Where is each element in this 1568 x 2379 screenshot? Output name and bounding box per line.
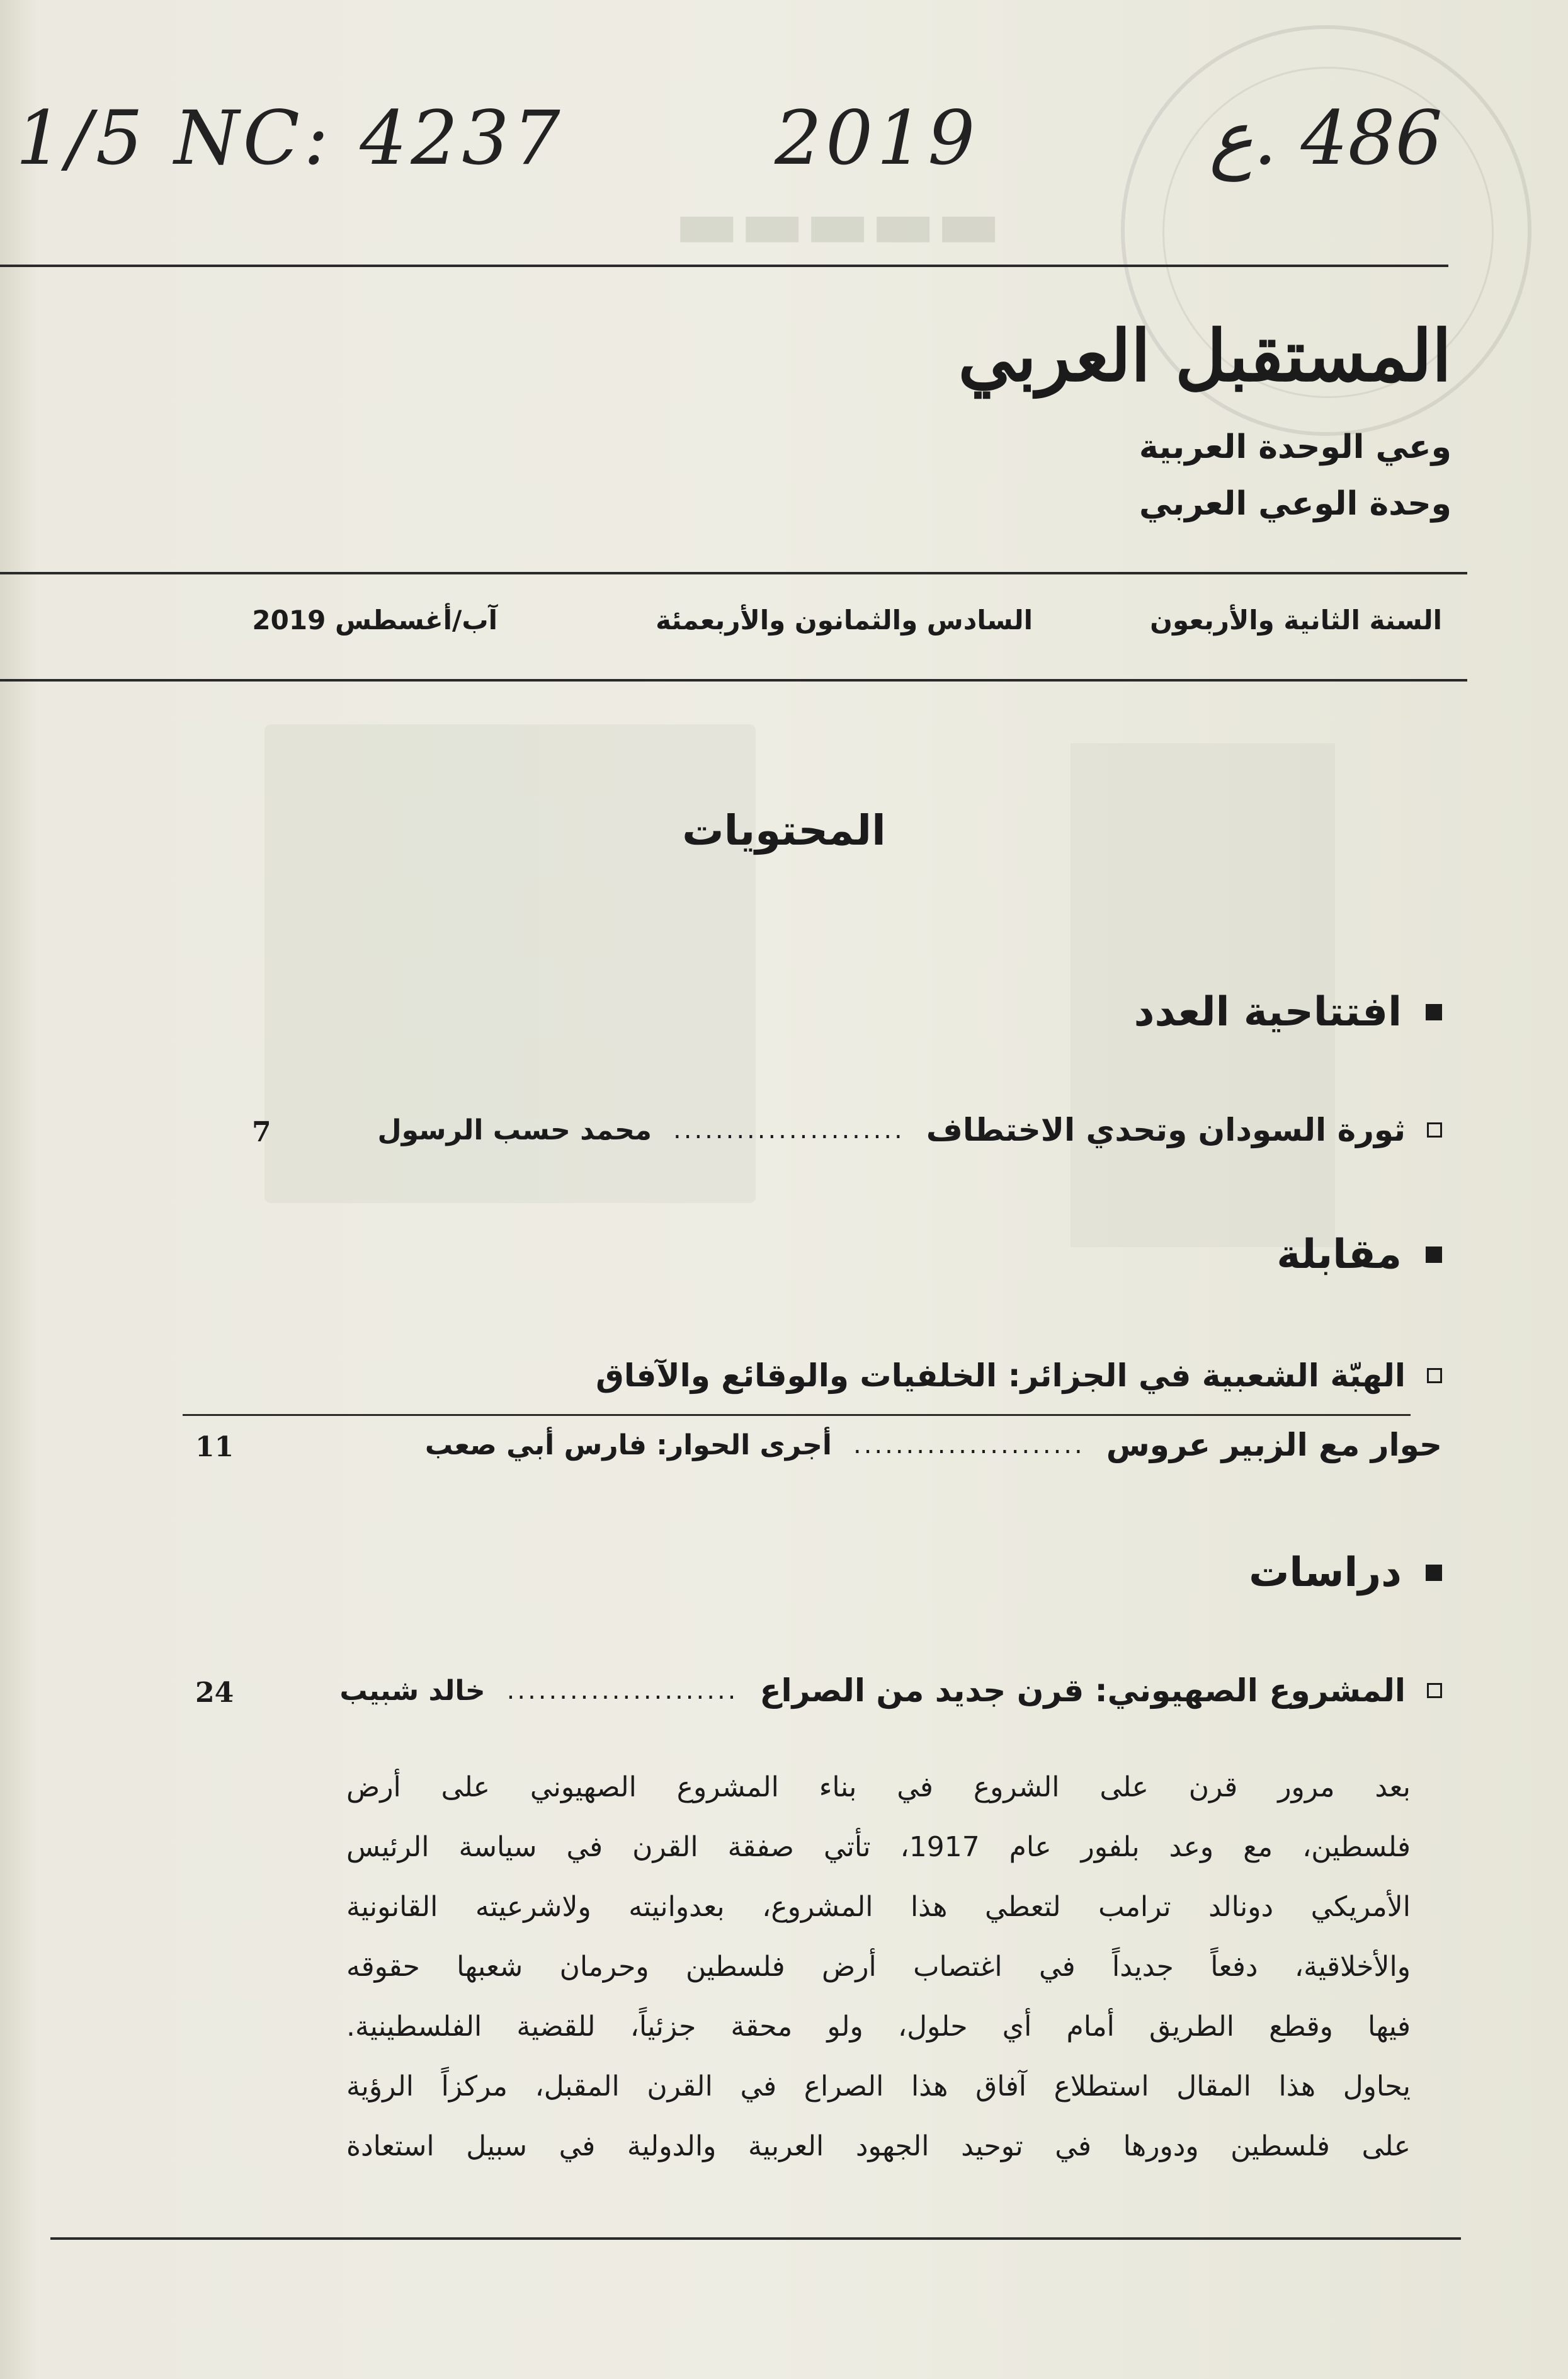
handwritten-year: 2019 [775, 94, 979, 181]
filled-square-bullet [1426, 1247, 1442, 1263]
entry-page-number: 11 [195, 1431, 234, 1463]
journal-title: المستقبل العربي [958, 315, 1452, 397]
dot-leader: ...................... [853, 1430, 1085, 1459]
handwritten-issue-no: 486 .ع [1209, 94, 1443, 181]
toc-entry[interactable] [377, 1112, 1442, 1148]
entry-author: محمد حسب الرسول [377, 1114, 652, 1146]
tagline-2: وحدة الوعي العربي [1139, 485, 1452, 523]
issue-bottom-rule [0, 679, 1467, 682]
entry-title[interactable]: المشروع الصهيوني: قرن جديد من الصراع [759, 1672, 1406, 1709]
issue-number: السادس والثمانون والأربعمئة [656, 605, 1033, 636]
entry-page-number: 24 [195, 1677, 234, 1709]
entry-title[interactable]: ثورة السودان وتحدي الاختطاف [926, 1112, 1406, 1148]
entry-author: خالد شبيب [339, 1674, 486, 1707]
open-square-bullet [1427, 1122, 1442, 1138]
abstract-line: فلسطين، مع وعد بلفور عام 1917، تأتي صفقة القرن في سياسة الرئيس [346, 1831, 1411, 1863]
open-square-bullet [1427, 1683, 1442, 1698]
entry-title[interactable]: الهبّة الشعبية في الجزائر: الخلفيات والوقائع والآفاق [596, 1357, 1406, 1394]
toc-entry[interactable] [596, 1357, 1442, 1394]
filled-square-bullet [1426, 1004, 1442, 1020]
issue-date: آب/أغسطس 2019 [252, 605, 497, 636]
section-heading-interview [1276, 1231, 1442, 1278]
abstract-line: بعد مرور قرن على الشروع في بناء المشروع الصهيوني على أرض [346, 1771, 1411, 1803]
contents-title: المحتويات [682, 806, 886, 855]
issue-top-rule [0, 572, 1467, 574]
section-heading-label: دراسات [1249, 1549, 1402, 1596]
bottom-rule [50, 2237, 1461, 2240]
open-square-bullet [1427, 1368, 1442, 1383]
toc-entry-subtitle [425, 1427, 1442, 1463]
abstract-line: يحاول هذا المقال استطلاع آفاق هذا الصراع في القرن المقبل، مركزاً الرؤية [346, 2070, 1411, 2102]
abstract-line: الأمريكي دونالد ترامب لتعطي هذا المشروع، بعدوانيته ولاشرعيته القانونية [346, 1891, 1411, 1923]
entry-subtitle: حوار مع الزبير عروس [1106, 1427, 1442, 1463]
section-heading-editorial [1134, 989, 1442, 1035]
handwritten-archive-ref: 1/5 NC: 4237 [16, 94, 564, 181]
entry-page-number: 7 [252, 1116, 271, 1148]
issue-year: السنة الثانية والأربعون [1150, 605, 1442, 636]
abstract-line: على فلسطين ودورها في توحيد الجهود العربية والدولية في سبيل استعادة [346, 2130, 1411, 2162]
tagline-1: وعي الوحدة العربية [1139, 428, 1452, 466]
dot-leader: ...................... [673, 1115, 905, 1144]
filled-square-bullet [1426, 1565, 1442, 1581]
section-heading-studies [1249, 1549, 1442, 1596]
section-heading-label: افتتاحية العدد [1133, 989, 1402, 1035]
entry-underline [183, 1414, 1411, 1416]
abstract-line: فيها وقطع الطريق أمام أي حلول، ولو محقة جزئياً، للقضية الفلسطينية. [346, 2011, 1411, 2043]
article-abstract [346, 1757, 1411, 2176]
show-through-title: ▬▬▬▬▬ [674, 183, 1001, 264]
toc-entry[interactable] [339, 1672, 1442, 1709]
dot-leader: ...................... [506, 1676, 739, 1705]
top-rule [0, 265, 1448, 267]
abstract-line: والأخلاقية، دفعاً جديداً في اغتصاب أرض فلسطين وحرمان شعبها حقوقه [346, 1951, 1411, 1983]
entry-author: أجرى الحوار: فارس أبي صعب [424, 1429, 832, 1461]
section-heading-label: مقابلة [1276, 1231, 1402, 1278]
